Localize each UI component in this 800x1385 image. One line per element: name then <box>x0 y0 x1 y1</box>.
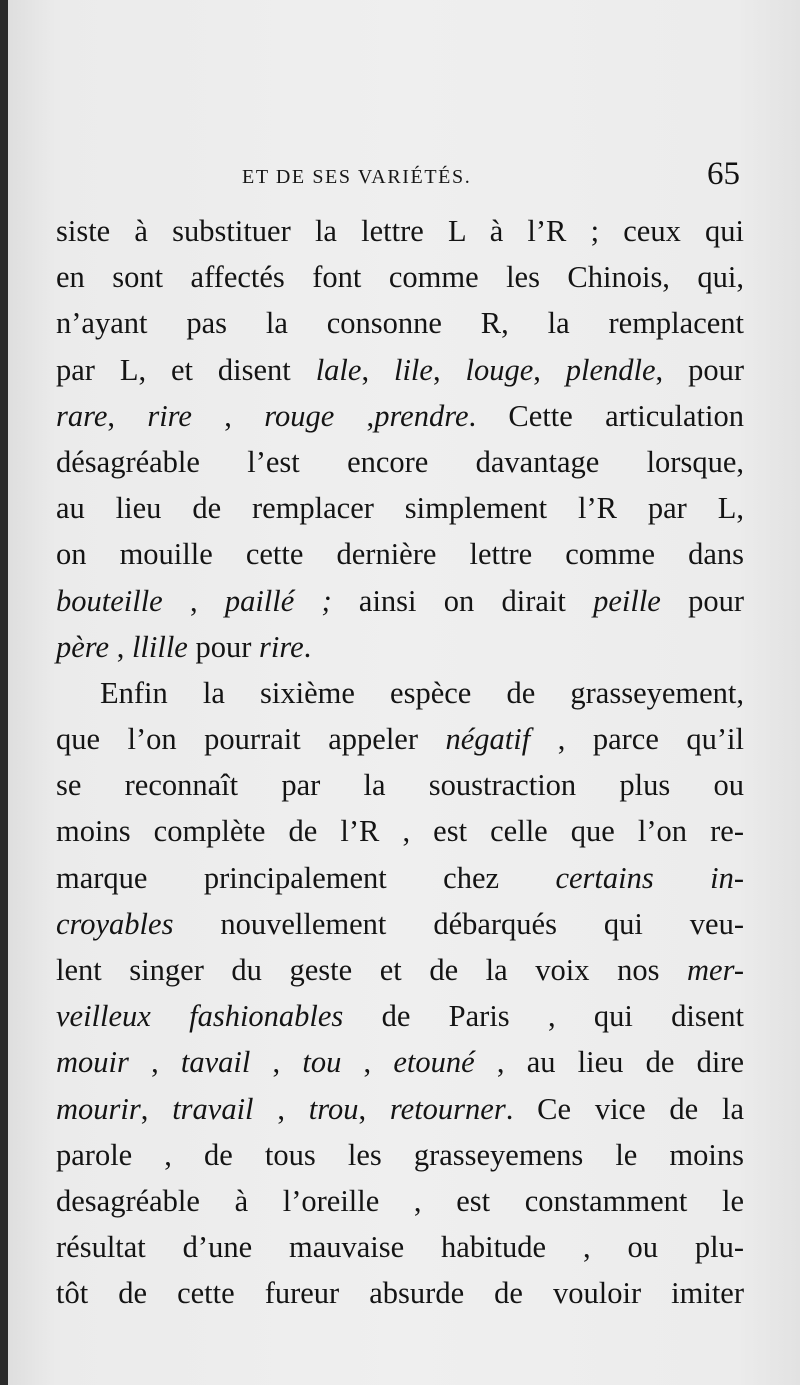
italic-word: tavail <box>180 1045 251 1080</box>
italic-word: bouteille <box>56 583 163 618</box>
text-line <box>56 1270 744 1316</box>
text-line <box>56 485 744 531</box>
text-run: par L, et disent <box>56 352 316 387</box>
italic-word: lale <box>315 352 362 387</box>
text-run: pour <box>660 583 744 618</box>
italic-word: père <box>56 629 110 664</box>
text-run: tôt de cette fureur absurde de vouloir imiter <box>56 1276 744 1311</box>
text-run: de Paris , qui disent <box>343 999 744 1034</box>
text-line <box>56 208 744 254</box>
text-run: nouvellement débarqués qui veu- <box>173 906 744 941</box>
italic-word: retourner <box>389 1091 506 1126</box>
text-run: . <box>303 629 312 664</box>
text-run: . Cette articulation <box>468 398 744 433</box>
italic-word: certains in- <box>555 860 744 895</box>
text-line <box>56 947 744 993</box>
italic-word: lile <box>393 352 433 387</box>
text-run: , au lieu de dire <box>474 1045 745 1080</box>
text-run: . Ce vice de la <box>505 1091 745 1126</box>
italic-word: paillé ; <box>224 583 332 618</box>
text-line <box>56 393 744 439</box>
text-line <box>56 1086 744 1132</box>
page-header <box>8 156 800 196</box>
text-line <box>56 855 744 901</box>
book-page <box>8 0 800 1385</box>
text-run: pour <box>187 629 260 664</box>
italic-word: rare <box>56 398 108 433</box>
text-run: , <box>361 352 394 387</box>
text-line <box>56 901 744 947</box>
text-run: on mouille cette dernière lettre comme dans <box>56 537 744 572</box>
italic-word: trou <box>308 1091 359 1126</box>
text-run: siste à substituer la lettre L à l’R ; ceux qui <box>56 214 744 248</box>
italic-word: etouné <box>393 1045 475 1080</box>
text-run: , pour <box>655 352 744 387</box>
text-line <box>56 762 744 808</box>
text-line <box>56 716 744 762</box>
text-run: marque principalement chez <box>56 860 556 895</box>
text-run: moins complète de l’R , est celle que l’on re- <box>56 814 744 849</box>
text-line <box>56 531 744 577</box>
text-line <box>56 1178 744 1224</box>
italic-word: rouge <box>264 398 335 433</box>
italic-word: louge <box>465 352 534 387</box>
text-run: , <box>432 352 466 387</box>
text-run: , <box>250 1045 303 1080</box>
paragraph-first-line <box>56 670 744 716</box>
italic-word: travail <box>172 1091 254 1126</box>
italic-word: tou <box>302 1045 342 1080</box>
text-run: , parce qu’il <box>530 722 744 757</box>
text-run: désagréable l’est encore davantage lorsque, <box>56 444 744 479</box>
italic-word: rire <box>259 629 304 664</box>
text-run: , <box>107 398 148 433</box>
italic-word: rire <box>147 398 192 433</box>
text-line <box>56 347 744 393</box>
italic-word: plendle <box>565 352 656 387</box>
text-line <box>56 578 744 624</box>
body-text <box>56 208 744 1317</box>
text-run: se reconnaît par la soustraction plus ou <box>56 768 744 803</box>
italic-word: mouir <box>56 1045 129 1080</box>
text-line <box>56 1039 744 1085</box>
text-run: lent singer du geste et de la voix nos <box>56 953 688 987</box>
italic-word: mer- <box>687 953 744 987</box>
text-run: , <box>533 352 566 387</box>
italic-word: peille <box>593 583 661 618</box>
text-run: que l’on pourrait appeler <box>56 722 446 757</box>
text-run: , <box>358 1091 390 1126</box>
text-run: en sont affectés font comme les Chinois, qui, <box>56 260 744 295</box>
text-line <box>56 993 744 1039</box>
italic-word: croyables <box>56 906 174 941</box>
text-run: , <box>191 398 265 433</box>
italic-word: prendre <box>374 398 469 433</box>
text-line <box>56 1132 744 1178</box>
italic-word: négatif <box>445 722 531 757</box>
text-run: ainsi on dirait <box>331 583 594 618</box>
italic-word: mourir <box>56 1091 141 1126</box>
text-run: , <box>140 1091 173 1126</box>
text-run: , <box>109 629 132 664</box>
running-head: ET DE SES VARIÉTÉS. <box>242 166 472 188</box>
text-run: au lieu de remplacer simplement l’R par L, <box>56 491 744 526</box>
italic-word: veilleux fashionables <box>56 999 344 1034</box>
text-run: , <box>128 1045 181 1080</box>
text-run: parole , de tous les grasseyemens le moins <box>56 1137 744 1172</box>
text-run: , <box>334 398 375 433</box>
italic-word: llille <box>131 629 188 664</box>
text-run: Enfin la sixième espèce de grasseyement, <box>100 675 744 710</box>
text-line <box>56 1224 744 1270</box>
text-run: , <box>162 583 225 618</box>
text-line <box>56 300 744 346</box>
text-run: , <box>341 1045 394 1080</box>
paragraph-last-line <box>56 624 744 670</box>
text-line <box>56 439 744 485</box>
text-run: desagréable à l’oreille , est constamment le <box>56 1183 744 1218</box>
text-line <box>56 254 744 300</box>
page-number: 65 <box>707 156 740 192</box>
text-line <box>56 808 744 854</box>
text-run: , <box>253 1091 309 1126</box>
text-run: n’ayant pas la consonne R, la remplacent <box>56 306 744 341</box>
text-run: résultat d’une mauvaise habitude , ou plu- <box>56 1230 744 1265</box>
